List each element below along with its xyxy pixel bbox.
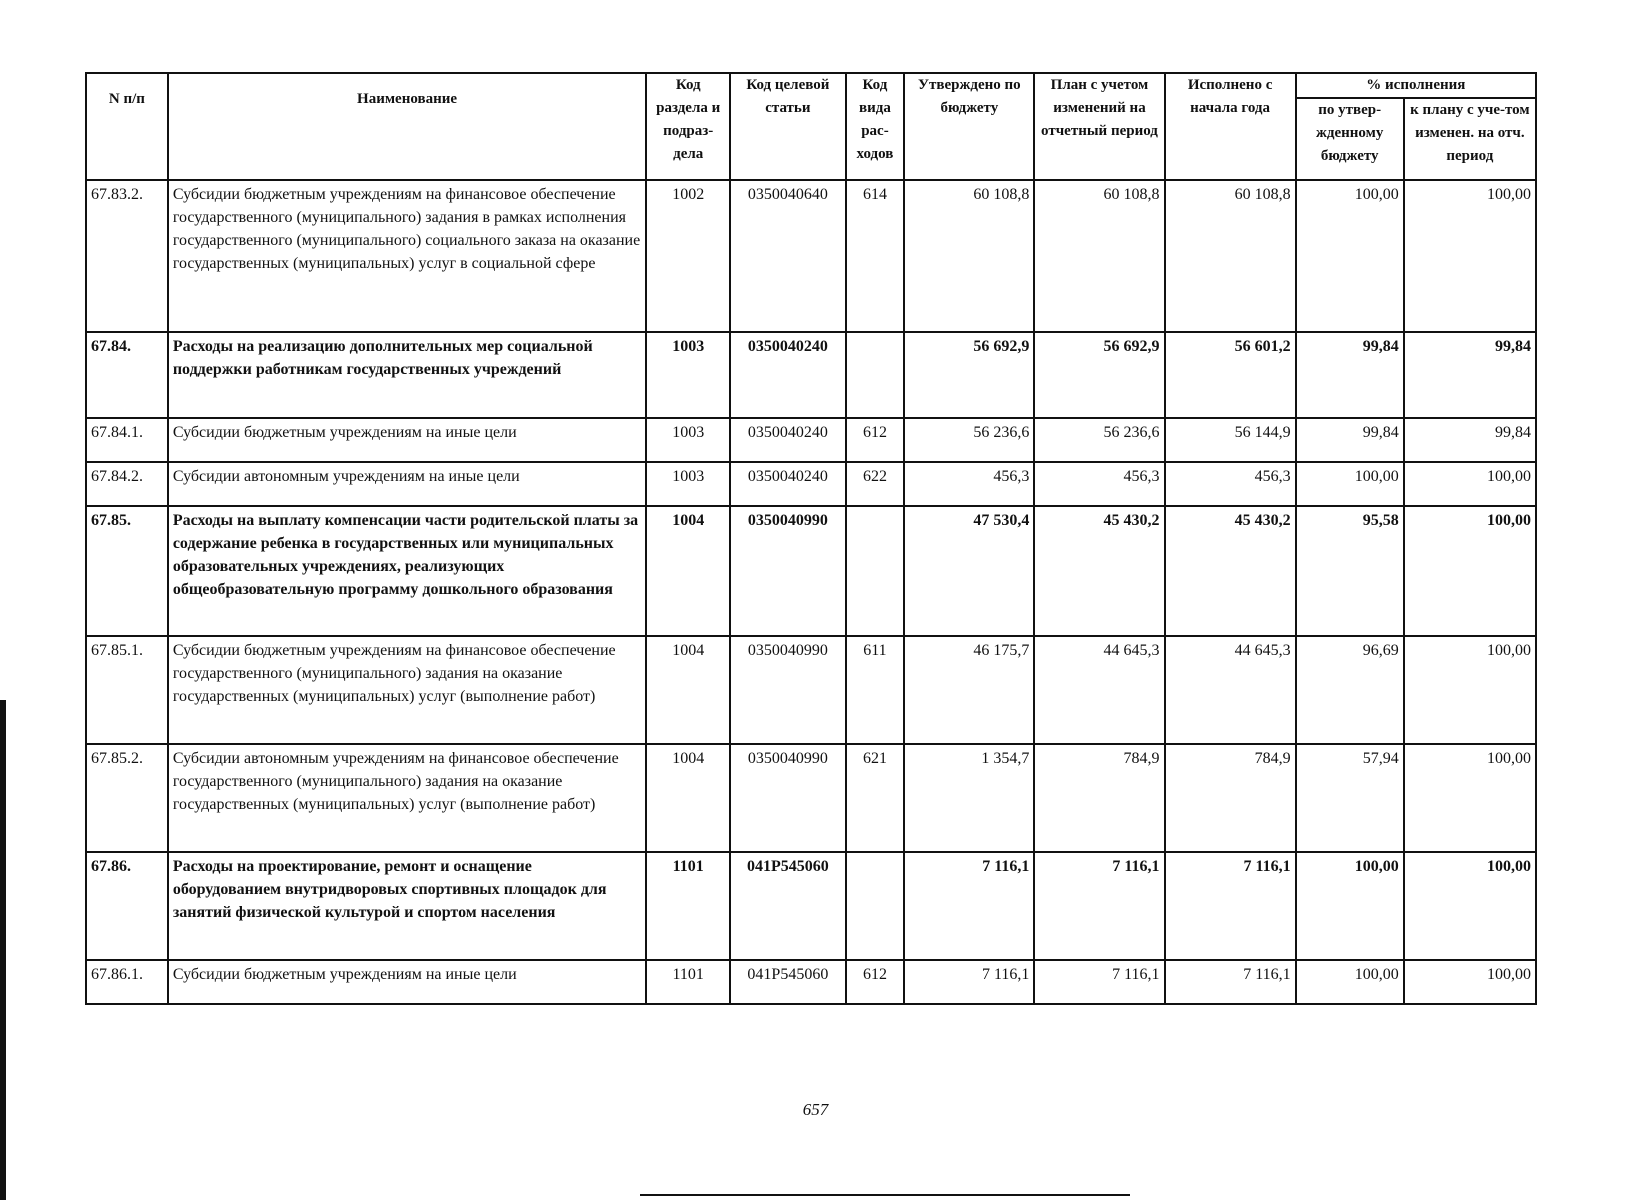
cell-plan: 784,9 [1034, 744, 1164, 852]
cell-pct-budget: 96,69 [1296, 636, 1404, 744]
header-name: Наименование [168, 73, 646, 180]
cell-approved: 60 108,8 [904, 180, 1034, 332]
cell-target-code: 0350040240 [730, 462, 845, 506]
header-pct-plan: к плану с уче-том изменен. на отч. период [1404, 98, 1536, 180]
cell-approved: 56 236,6 [904, 418, 1034, 462]
cell-section-code: 1002 [646, 180, 730, 332]
cell-expense-code: 621 [846, 744, 905, 852]
cell-num: 67.83.2. [86, 180, 168, 332]
cell-executed: 7 116,1 [1165, 852, 1296, 960]
cell-executed: 60 108,8 [1165, 180, 1296, 332]
header-section-code: Код раздела и подраз-дела [646, 73, 730, 180]
cell-name: Субсидии автономным учреждениям на финансовое обеспечение государственного (муниципального) задания на оказание государственных (муниципальных) услуг (выполнение работ) [168, 744, 646, 852]
table-body [86, 180, 1536, 1004]
cell-name: Субсидии бюджетным учреждениям на иные цели [168, 418, 646, 462]
table-row [86, 180, 1536, 332]
table-row [86, 462, 1536, 506]
cell-target-code: 0350040240 [730, 332, 845, 418]
cell-approved: 47 530,4 [904, 506, 1034, 636]
cell-pct-plan: 100,00 [1404, 744, 1536, 852]
footer-rule [640, 1194, 1130, 1196]
cell-expense-code [846, 332, 905, 418]
table-header [86, 73, 1536, 180]
cell-section-code: 1004 [646, 636, 730, 744]
cell-pct-budget: 100,00 [1296, 180, 1404, 332]
cell-pct-plan: 99,84 [1404, 418, 1536, 462]
cell-pct-budget: 99,84 [1296, 418, 1404, 462]
cell-expense-code: 622 [846, 462, 905, 506]
cell-num: 67.85.2. [86, 744, 168, 852]
cell-pct-plan: 99,84 [1404, 332, 1536, 418]
cell-target-code: 041P545060 [730, 960, 845, 1004]
cell-executed: 56 144,9 [1165, 418, 1296, 462]
cell-plan: 60 108,8 [1034, 180, 1164, 332]
cell-target-code: 0350040640 [730, 180, 845, 332]
cell-expense-code [846, 852, 905, 960]
header-percent-group: % исполнения [1296, 73, 1536, 98]
cell-num: 67.86. [86, 852, 168, 960]
header-num: N п/п [86, 73, 168, 180]
cell-target-code: 0350040990 [730, 744, 845, 852]
cell-plan: 44 645,3 [1034, 636, 1164, 744]
header-executed: Исполнено с начала года [1165, 73, 1296, 180]
cell-pct-budget: 100,00 [1296, 852, 1404, 960]
table-row [86, 506, 1536, 636]
table-row [86, 636, 1536, 744]
header-approved: Утверждено по бюджету [904, 73, 1034, 180]
cell-executed: 56 601,2 [1165, 332, 1296, 418]
cell-expense-code: 612 [846, 418, 905, 462]
table-row [86, 960, 1536, 1004]
header-expense-code: Код вида рас-ходов [846, 73, 905, 180]
cell-target-code: 0350040990 [730, 506, 845, 636]
cell-approved: 7 116,1 [904, 852, 1034, 960]
table-row [86, 744, 1536, 852]
cell-section-code: 1101 [646, 960, 730, 1004]
cell-expense-code: 612 [846, 960, 905, 1004]
cell-section-code: 1101 [646, 852, 730, 960]
cell-executed: 44 645,3 [1165, 636, 1296, 744]
cell-pct-budget: 99,84 [1296, 332, 1404, 418]
cell-num: 67.85.1. [86, 636, 168, 744]
cell-pct-plan: 100,00 [1404, 852, 1536, 960]
cell-name: Расходы на проектирование, ремонт и оснащение оборудованием внутридворовых спортивных площадок для занятий физической культурой и спортом населения [168, 852, 646, 960]
header-target-code: Код целевой статьи [730, 73, 845, 180]
cell-plan: 45 430,2 [1034, 506, 1164, 636]
cell-num: 67.86.1. [86, 960, 168, 1004]
cell-pct-plan: 100,00 [1404, 636, 1536, 744]
cell-pct-plan: 100,00 [1404, 960, 1536, 1004]
cell-name: Субсидии бюджетным учреждениям на финансовое обеспечение государственного (муниципального) задания на оказание государственных (муниципальных) услуг (выполнение работ) [168, 636, 646, 744]
cell-executed: 456,3 [1165, 462, 1296, 506]
cell-expense-code: 611 [846, 636, 905, 744]
cell-num: 67.85. [86, 506, 168, 636]
cell-pct-plan: 100,00 [1404, 462, 1536, 506]
cell-section-code: 1003 [646, 332, 730, 418]
cell-plan: 456,3 [1034, 462, 1164, 506]
cell-plan: 7 116,1 [1034, 852, 1164, 960]
cell-approved: 456,3 [904, 462, 1034, 506]
cell-name: Субсидии бюджетным учреждениям на иные цели [168, 960, 646, 1004]
cell-executed: 7 116,1 [1165, 960, 1296, 1004]
cell-approved: 46 175,7 [904, 636, 1034, 744]
cell-plan: 56 692,9 [1034, 332, 1164, 418]
page-number: 657 [802, 1100, 829, 1119]
cell-num: 67.84. [86, 332, 168, 418]
cell-approved: 56 692,9 [904, 332, 1034, 418]
cell-pct-plan: 100,00 [1404, 180, 1536, 332]
cell-section-code: 1003 [646, 418, 730, 462]
cell-name: Расходы на выплату компенсации части родительской платы за содержание ребенка в государственных или муниципальных образовательных учреждениях, реализующих общеобразовательную программу дошкольного образования [168, 506, 646, 636]
cell-name: Субсидии автономным учреждениям на иные цели [168, 462, 646, 506]
cell-pct-budget: 100,00 [1296, 960, 1404, 1004]
cell-plan: 7 116,1 [1034, 960, 1164, 1004]
cell-section-code: 1003 [646, 462, 730, 506]
cell-pct-budget: 95,58 [1296, 506, 1404, 636]
cell-plan: 56 236,6 [1034, 418, 1164, 462]
cell-executed: 45 430,2 [1165, 506, 1296, 636]
table-row [86, 852, 1536, 960]
cell-target-code: 0350040240 [730, 418, 845, 462]
cell-approved: 7 116,1 [904, 960, 1034, 1004]
cell-expense-code: 614 [846, 180, 905, 332]
cell-executed: 784,9 [1165, 744, 1296, 852]
scan-edge [0, 700, 6, 1200]
cell-target-code: 041P545060 [730, 852, 845, 960]
header-pct-budget: по утвер-жденному бюджету [1296, 98, 1404, 180]
cell-name: Расходы на реализацию дополнительных мер социальной поддержки работникам государственных учреждений [168, 332, 646, 418]
cell-section-code: 1004 [646, 506, 730, 636]
cell-expense-code [846, 506, 905, 636]
cell-target-code: 0350040990 [730, 636, 845, 744]
cell-pct-plan: 100,00 [1404, 506, 1536, 636]
cell-name: Субсидии бюджетным учреждениям на финансовое обеспечение государственного (муниципального) задания в рамках исполнения государственного (муниципального) социального заказа на оказание государственных (муниципальных) услуг в социальной сфере [168, 180, 646, 332]
cell-num: 67.84.1. [86, 418, 168, 462]
cell-num: 67.84.2. [86, 462, 168, 506]
table-row [86, 332, 1536, 418]
cell-approved: 1 354,7 [904, 744, 1034, 852]
budget-execution-table [85, 72, 1537, 1005]
cell-pct-budget: 57,94 [1296, 744, 1404, 852]
header-plan: План с учетом изменений на отчетный период [1034, 73, 1164, 180]
table-row [86, 418, 1536, 462]
cell-section-code: 1004 [646, 744, 730, 852]
cell-pct-budget: 100,00 [1296, 462, 1404, 506]
